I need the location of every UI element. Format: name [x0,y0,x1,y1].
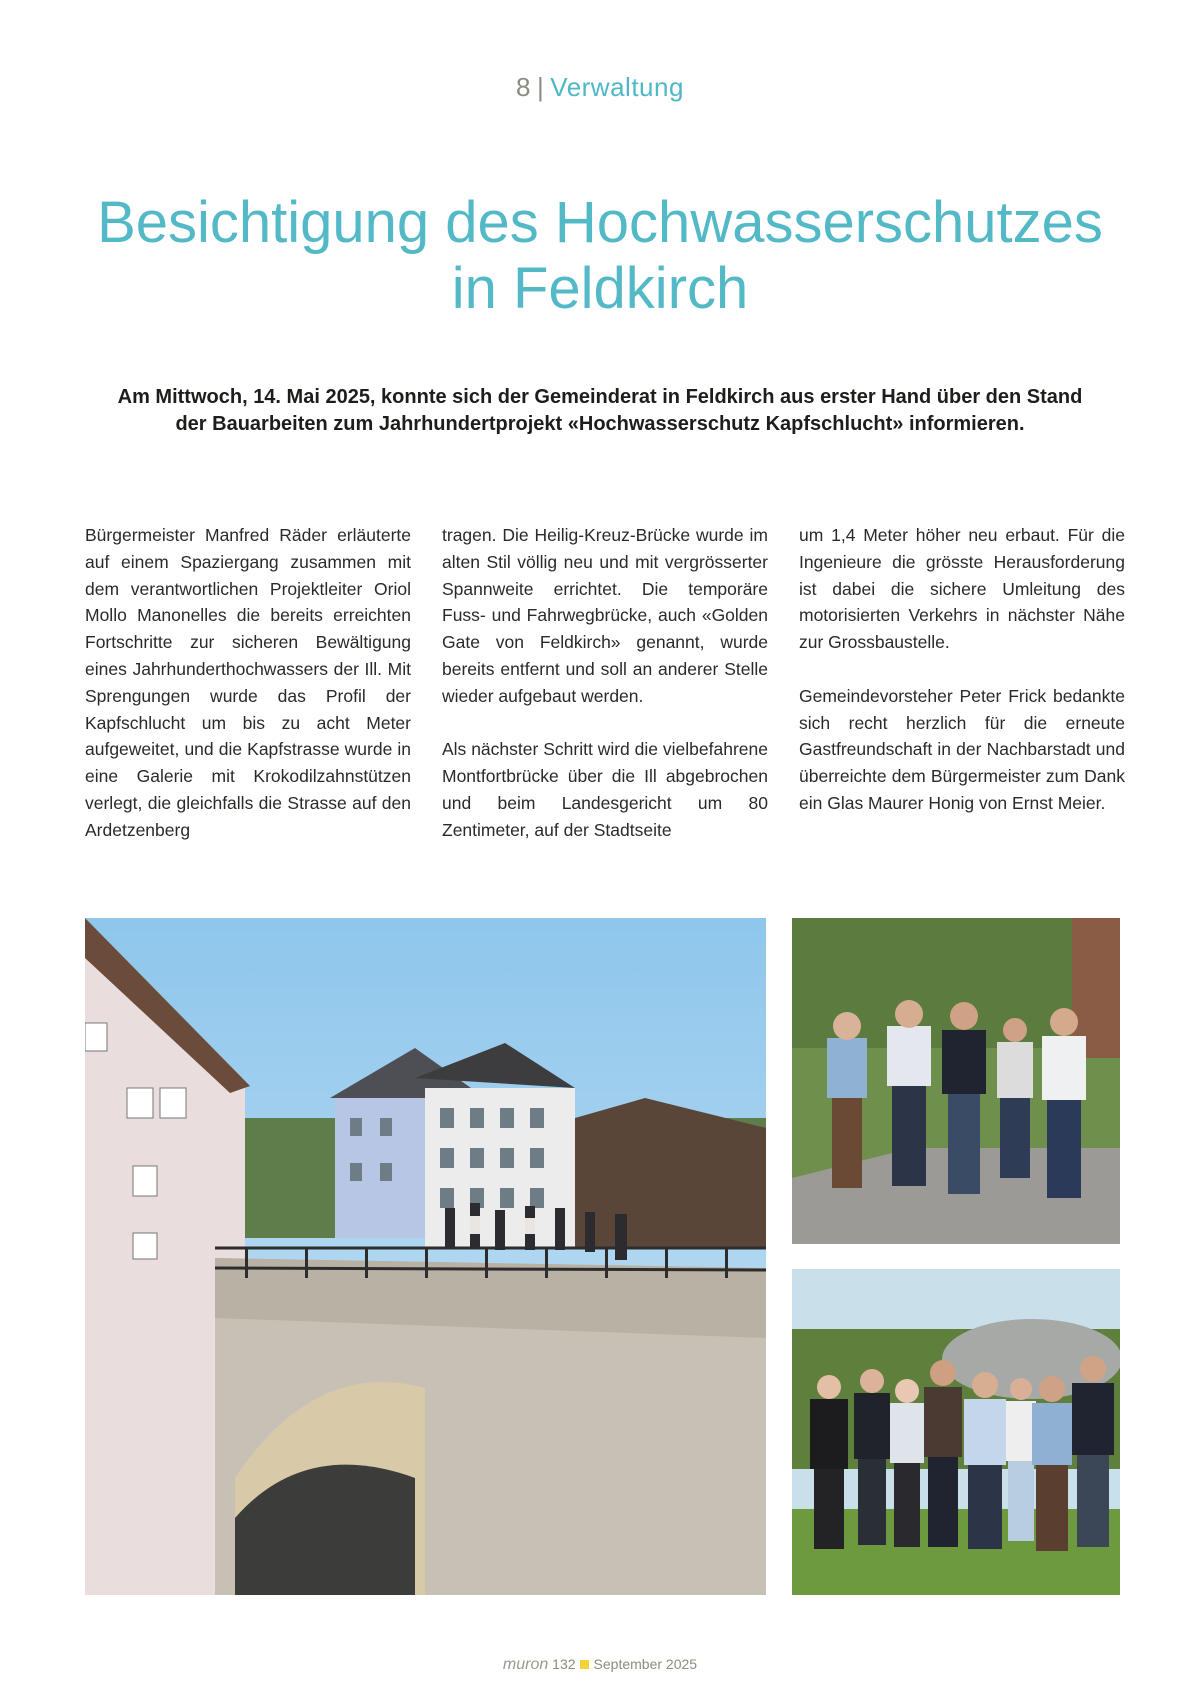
walking-group-photo [792,918,1120,1244]
square-icon [580,1660,589,1669]
lead-line-1: Am Mittwoch, 14. Mai 2025, konnte sich der Gemeinderat in Feldkirch aus erster Hand über den Stand [117,386,1083,408]
issue-date: September 2025 [593,1656,698,1672]
group-portrait-photo [792,1269,1120,1595]
body-paragraph: um 1,4 Meter höher neu erbaut. Für die Ingenieure die grösste Herausforderung ist dabei die sichere Umleitung des motorisierten Verkehrs in nächster Nähe zur Grossbaustelle. [799,525,1125,653]
title-line-1: Besichtigung des Hochwasserschutzes [97,190,1103,255]
photo-icon [792,1269,1120,1595]
bridge-photo [85,918,766,1595]
photo-icon [85,918,766,1595]
lead-line-2: der Bauarbeiten zum Jahrhundertprojekt «Hochwasserschutz Kapfschlucht» informieren. [175,413,1025,435]
body-column-3 [799,522,1125,844]
body-paragraph: Als nächster Schritt wird die vielbefahrene Montfortbrücke über die Ill abgebrochen und beim Landesgericht um 80 Zentimeter, auf der Stadtseite [442,739,768,840]
body-column-2 [442,522,768,870]
header-separator: | [537,72,545,102]
body-paragraph: Gemeindevorsteher Peter Frick bedankte sich recht herzlich für die erneute Gastfreundschaft in der Nachbarstadt und überreichte dem Bürgermeister zum Dank ein Glas Maurer Honig von Ernst Meier. [799,685,1125,813]
article-title [60,190,1140,322]
body-paragraph: tragen. Die Heilig-Kreuz-Brücke wurde im alten Stil völlig neu und mit vergrösserter Spannweite errichtet. Die temporäre Fuss- und Fahrwegbrücke, auch «Golden Gate von Feldkirch» genannt, wurde bereits entfernt und soll an anderer Stelle wieder aufgebaut werden. [442,525,768,706]
photo-icon [792,918,1120,1244]
magazine-brand: muron [502,1656,549,1673]
title-line-2: in Feldkirch [451,256,749,321]
body-paragraph: Bürgermeister Manfred Räder erläuterte auf einem Spaziergang zusammen mit dem verantwortlichen Projektleiter Oriol Mollo Manonelles die bereits erreichten Fortschritte zur sicheren Bewältigung eines Jahrhunderthochwassers der Ill. Mit Sprengungen wurde das Profil der Kapfschlucht um bis zu acht Meter aufgeweitet, und die Kapfstrasse wurde in eine Galerie mit Krokodilzahnstützen verlegt, die gleichfalls die Strasse auf den Ardetzenberg [85,525,411,840]
page-number: 8 [516,72,532,102]
issue-number: 132 [552,1656,576,1672]
body-column-1 [85,522,411,870]
article-lead [100,384,1100,438]
page-header [0,72,1200,103]
section-label: Verwaltung [550,72,684,102]
page-footer [0,1656,1200,1674]
